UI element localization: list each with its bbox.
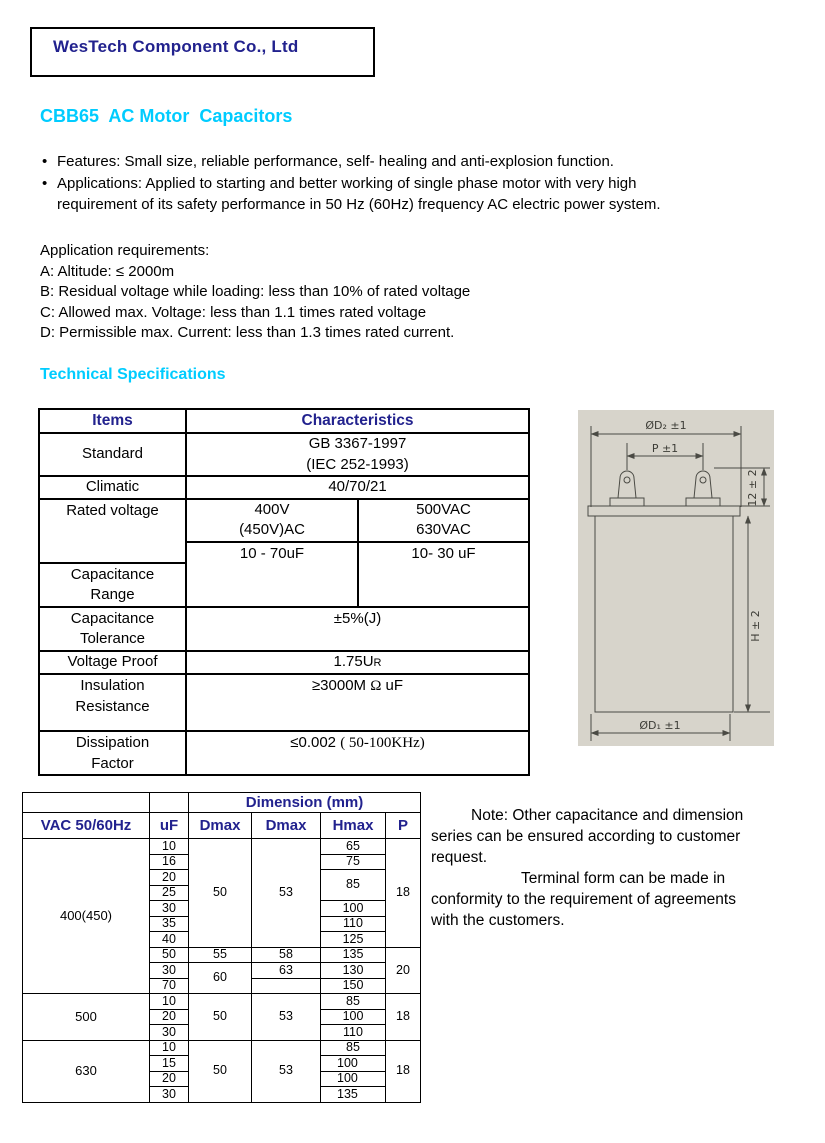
table-row [23, 839, 421, 855]
omega-symbol: Ω [370, 678, 382, 694]
p-cell: 18 [386, 1040, 421, 1102]
col-header-hmax: Hmax [321, 813, 386, 839]
spec-label-line: Dissipation [75, 734, 150, 751]
hmax-cell: 100 [321, 1009, 386, 1025]
dmax-cell: 63 [252, 963, 321, 979]
company-name: WesTech Component Co., Ltd [53, 37, 299, 56]
spec-value-line: (IEC 252-1993) [306, 455, 409, 473]
app-req-title: Application requirements: [40, 242, 210, 259]
spec-label-insulation-resistance [39, 674, 186, 731]
p-cell: 20 [386, 947, 421, 994]
hmax-cell: 85 [321, 1040, 386, 1056]
hmax-cell: 75 [321, 854, 386, 870]
dim-label-body-height: H ± 2 [749, 610, 762, 642]
spec-label-line: Insulation [80, 677, 145, 694]
uf-cell: 40 [150, 932, 189, 948]
capacitor-outline-drawing [578, 410, 774, 746]
feature-text [57, 173, 661, 216]
spec-label-line: Capacitance [70, 565, 155, 583]
p-cell: 18 [386, 994, 421, 1041]
spec-value-line: 630VAC [416, 521, 471, 538]
hmax-cell: 100 [321, 1071, 386, 1087]
spec-header-items: Items [39, 409, 186, 433]
col-header-vac: VAC 50/60Hz [23, 813, 150, 839]
dmax-cell: 50 [189, 1040, 252, 1102]
uf-cell: 70 [150, 978, 189, 994]
vac-cell: 400(450) [23, 839, 150, 994]
spec-label-dissipation-factor [39, 731, 186, 775]
uf-cell: 30 [150, 1087, 189, 1103]
spec-label-line: Capacitance [70, 609, 155, 627]
blank-cell [150, 793, 189, 813]
spec-label-capacitance-tolerance [39, 607, 186, 651]
hmax-cell: 65 [321, 839, 386, 855]
uf-cell: 20 [150, 870, 189, 886]
hmax-cell: 85 [321, 994, 386, 1010]
dimension-table [22, 792, 421, 1103]
hmax-cell: 135 [321, 947, 386, 963]
spec-value-voltage-col1 [186, 499, 358, 542]
dmax-cell [252, 978, 321, 994]
spec-value-cap-range-col1: 10 - 70uF [186, 542, 358, 607]
company-header-box [30, 27, 375, 77]
uf-cell: 10 [150, 994, 189, 1010]
spec-header-characteristics: Characteristics [186, 409, 529, 433]
col-header-dmax2: Dmax [252, 813, 321, 839]
note-line: Note: Other capacitance and dimension [471, 807, 744, 824]
hmax-cell: 130 [321, 963, 386, 979]
dmax-cell: 50 [189, 839, 252, 948]
spec-label-line: Tolerance [79, 630, 146, 647]
dmax-cell: 53 [252, 994, 321, 1041]
dim-label-top-diameter: ØD₂ ±1 [645, 419, 687, 432]
spec-label-line: Factor [91, 754, 134, 772]
hmax-cell: 150 [321, 978, 386, 994]
uf-cell: 30 [150, 963, 189, 979]
dmax-cell: 53 [252, 839, 321, 948]
hmax-cell: 135 [321, 1087, 386, 1103]
dmax-cell: 50 [189, 994, 252, 1041]
hmax-cell: 100 [321, 1056, 386, 1072]
feature-line: requirement of its safety performance in 50 Hz (60Hz) frequency AC electric power system. [57, 196, 661, 213]
spec-value-cap-range-col2: 10- 30 uF [358, 542, 529, 607]
spec-value-capacitance-tolerance: ±5%(J) [186, 607, 529, 651]
note-line: Terminal form can be made in [521, 870, 726, 887]
spec-table [38, 408, 530, 776]
table-row [23, 994, 421, 1010]
note-text [431, 805, 823, 931]
uf-cell: 30 [150, 1025, 189, 1041]
uf-cell: 20 [150, 1009, 189, 1025]
dissipation-main: ≤0.002 [290, 734, 341, 751]
voltage-proof-subscript: R [373, 656, 382, 669]
col-header-p: P [386, 813, 421, 839]
spec-label-standard: Standard [39, 433, 186, 476]
insulation-post: uF [381, 677, 404, 694]
uf-cell: 30 [150, 901, 189, 917]
spec-value-climatic: 40/70/21 [186, 476, 529, 499]
section-heading-technical-specifications: Technical Specifications [40, 366, 226, 383]
spec-value-standard [186, 433, 529, 476]
spec-value-voltage-proof [186, 651, 529, 675]
note-line: with the customers. [431, 912, 565, 929]
feature-text [57, 151, 614, 173]
spec-value-line: (450V)AC [239, 521, 305, 538]
voltage-proof-main: 1.75U [333, 652, 374, 670]
spec-value-voltage-col2 [358, 499, 529, 542]
spec-value-insulation-resistance [186, 674, 529, 731]
dmax-cell: 55 [189, 947, 252, 963]
hmax-cell: 110 [321, 916, 386, 932]
feature-line: Applications: Applied to starting and better working of single phase motor with very high [57, 174, 637, 192]
p-cell: 18 [386, 839, 421, 948]
list-item [42, 173, 782, 216]
col-header-dmax1: Dmax [189, 813, 252, 839]
spec-label-rated-voltage: Rated voltage [39, 499, 186, 563]
dim-label-pitch: P ±1 [651, 442, 679, 455]
vac-cell: 630 [23, 1040, 150, 1102]
table-row [23, 1040, 421, 1056]
page-title: CBB65 AC Motor Capacitors [40, 106, 293, 126]
spec-value-line: 500VAC [416, 500, 471, 518]
spec-value-line: 400V [254, 500, 290, 518]
spec-value-line: GB 3367-1997 [308, 435, 407, 452]
dim-label-terminal-height: 12 ± 2 [746, 469, 759, 507]
spec-value-dissipation-factor [186, 731, 529, 775]
app-req-line: A: Altitude: ≤ 2000m [40, 262, 175, 280]
features-list [42, 151, 782, 216]
hmax-cell: 100 [321, 901, 386, 917]
blank-cell [23, 793, 150, 813]
app-req-line: D: Permissible max. Current: less than 1.3 times rated current. [40, 324, 455, 342]
list-item [42, 151, 782, 173]
vac-cell: 500 [23, 994, 150, 1041]
dmax-cell: 53 [252, 1040, 321, 1102]
uf-cell: 35 [150, 916, 189, 932]
application-requirements [40, 241, 470, 344]
spec-label-climatic: Climatic [39, 476, 186, 499]
dim-label-bottom-diameter: ØD₁ ±1 [639, 719, 681, 732]
app-req-line: C: Allowed max. Voltage: less than 1.1 times rated voltage [40, 303, 427, 321]
insulation-pre: ≥3000M [311, 677, 371, 694]
uf-cell: 15 [150, 1056, 189, 1072]
uf-cell: 50 [150, 947, 189, 963]
bullet-icon: • [42, 174, 48, 192]
dmax-cell: 60 [189, 963, 252, 994]
bullet-icon: • [42, 153, 48, 170]
dmax-cell: 58 [252, 947, 321, 963]
note-line: series can be ensured according to customer [431, 828, 741, 845]
col-header-uf: uF [150, 813, 189, 839]
uf-cell: 20 [150, 1071, 189, 1087]
uf-cell: 16 [150, 854, 189, 870]
dimension-span-header: Dimension (mm) [189, 793, 421, 813]
note-line: request. [431, 849, 488, 866]
drawing-background [578, 410, 774, 746]
hmax-cell: 85 [321, 870, 386, 901]
hmax-cell: 110 [321, 1025, 386, 1041]
spec-label-voltage-proof: Voltage Proof [39, 651, 186, 675]
dissipation-frequency-range: ( 50-100KHz) [340, 735, 425, 751]
uf-cell: 10 [150, 839, 189, 855]
spec-label-capacitance-range [39, 563, 186, 607]
spec-label-line: Resistance [75, 697, 150, 715]
uf-cell: 10 [150, 1040, 189, 1056]
note-line: conformity to the requirement of agreements [431, 891, 736, 908]
hmax-cell: 125 [321, 932, 386, 948]
uf-cell: 25 [150, 885, 189, 901]
feature-line: Features: Small size, reliable performance, self- healing and anti-explosion function. [57, 153, 614, 170]
spec-label-line: Range [90, 586, 135, 603]
app-req-line: B: Residual voltage while loading: less than 10% of rated voltage [40, 283, 471, 301]
